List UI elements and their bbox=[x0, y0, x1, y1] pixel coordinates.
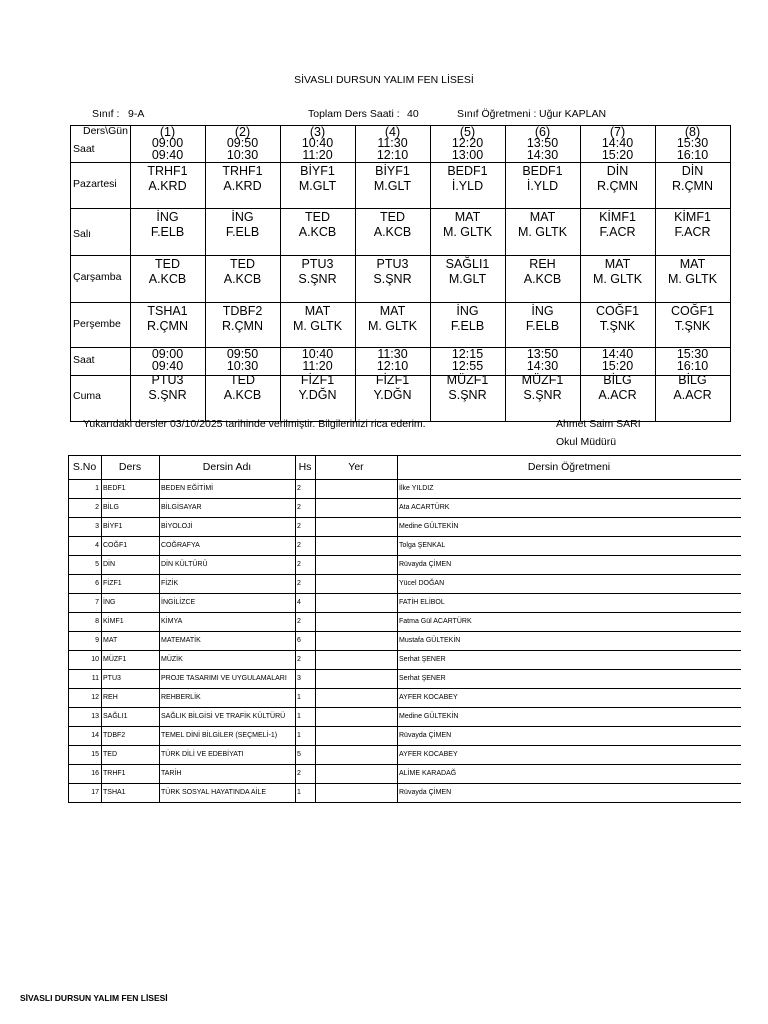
course-teacher: İlke YILDIZ bbox=[399, 485, 434, 492]
class-teacher-value: Uğur KAPLAN bbox=[539, 108, 607, 120]
friday-period-end: 12:10 bbox=[376, 359, 409, 373]
grid-line bbox=[397, 455, 398, 802]
course-no: 7 bbox=[95, 599, 99, 606]
period-start: 14:40 bbox=[601, 136, 634, 150]
course-no: 16 bbox=[91, 770, 99, 777]
lesson-teacher: M. GLTK bbox=[367, 319, 418, 333]
lesson-teacher: İ.YLD bbox=[526, 179, 559, 193]
lesson-code: DİN bbox=[606, 164, 629, 178]
course-name: TÜRK SOSYAL HAYATINDA AİLE bbox=[161, 789, 267, 796]
lesson-code: BİYF1 bbox=[375, 164, 410, 178]
course-hs: 2 bbox=[297, 485, 301, 492]
lesson-code: TED bbox=[155, 257, 180, 271]
course-yer bbox=[317, 517, 395, 536]
course-hs: 6 bbox=[297, 637, 301, 644]
course-hs: 1 bbox=[297, 789, 301, 796]
course-no: 13 bbox=[91, 713, 99, 720]
lesson-code: TRHF1 bbox=[222, 164, 263, 178]
course-code: TSHA1 bbox=[103, 789, 126, 796]
period-end: 11:20 bbox=[302, 148, 333, 162]
grid-line bbox=[101, 455, 102, 802]
lesson-code: KİMF1 bbox=[674, 210, 711, 224]
course-no: 11 bbox=[91, 675, 99, 682]
lesson-code: TED bbox=[230, 373, 255, 387]
course-code: FİZF1 bbox=[103, 580, 122, 587]
grid-line bbox=[70, 125, 71, 421]
course-teacher: Serhat ŞENER bbox=[399, 675, 446, 682]
lesson-code: TDBF2 bbox=[222, 304, 263, 318]
lesson-teacher: Y.DĞN bbox=[298, 388, 337, 402]
lesson-teacher: A.ACR bbox=[598, 388, 637, 402]
course-name: FİZİK bbox=[161, 580, 179, 587]
lesson-code: TRHF1 bbox=[147, 164, 188, 178]
lesson-teacher: M. GLTK bbox=[517, 225, 568, 239]
grid-line bbox=[70, 255, 731, 256]
lesson-code: PTU3 bbox=[376, 257, 409, 271]
lesson-code: PTU3 bbox=[151, 373, 184, 387]
lesson-code: FİZF1 bbox=[300, 373, 335, 387]
period-number: (5) bbox=[459, 125, 476, 139]
course-no: 12 bbox=[91, 694, 99, 701]
course-yer bbox=[317, 574, 395, 593]
course-code: BİLG bbox=[103, 504, 119, 511]
course-header: Hs bbox=[298, 461, 312, 473]
lesson-teacher: R.ÇMN bbox=[147, 319, 188, 333]
lesson-teacher: T.ŞNK bbox=[599, 319, 636, 333]
period-end: 14:30 bbox=[526, 148, 559, 162]
lesson-teacher: A.KCB bbox=[223, 272, 262, 286]
lesson-code: COĞF1 bbox=[670, 304, 715, 318]
principal-name: Ahmet Saim SARI bbox=[556, 418, 641, 430]
lesson-teacher: Y.DĞN bbox=[373, 388, 412, 402]
course-no: 5 bbox=[95, 561, 99, 568]
lesson-code: MAT bbox=[679, 257, 706, 271]
period-number: (3) bbox=[309, 125, 326, 139]
course-yer bbox=[317, 745, 395, 764]
course-hs: 2 bbox=[297, 656, 301, 663]
course-code: MAT bbox=[103, 637, 118, 644]
lesson-code: İNG bbox=[531, 304, 554, 318]
course-hs: 1 bbox=[297, 713, 301, 720]
lesson-code: PTU3 bbox=[301, 257, 334, 271]
lesson-teacher: S.ŞNR bbox=[298, 272, 337, 286]
course-yer bbox=[317, 479, 395, 498]
grid-line bbox=[295, 455, 296, 802]
lesson-teacher: S.ŞNR bbox=[373, 272, 412, 286]
course-hs: 3 bbox=[297, 675, 301, 682]
course-name: BİYOLOJİ bbox=[161, 523, 193, 530]
course-code: PTU3 bbox=[103, 675, 121, 682]
lesson-code: İNG bbox=[456, 304, 479, 318]
course-name: DİN KÜLTÜRÜ bbox=[161, 561, 208, 568]
lesson-code: TED bbox=[305, 210, 330, 224]
grid-line bbox=[68, 802, 741, 803]
lesson-teacher: A.KCB bbox=[148, 272, 187, 286]
grid-line bbox=[315, 455, 316, 802]
period-start: 10:40 bbox=[301, 136, 334, 150]
friday-period-end: 15:20 bbox=[601, 359, 634, 373]
lesson-teacher: R.ÇMN bbox=[672, 179, 713, 193]
period-end: 15:20 bbox=[601, 148, 634, 162]
course-name: TARİH bbox=[161, 770, 182, 777]
class-value: 9-A bbox=[128, 108, 145, 120]
period-number: (1) bbox=[159, 125, 176, 139]
course-hs: 1 bbox=[297, 732, 301, 739]
course-teacher: FATİH ELİBOL bbox=[399, 599, 445, 606]
course-hs: 2 bbox=[297, 542, 301, 549]
class-teacher-label: Sınıf Öğretmeni : bbox=[457, 108, 537, 120]
grid-line bbox=[70, 208, 731, 209]
lesson-teacher: S.ŞNR bbox=[148, 388, 187, 402]
day-label: Salı bbox=[73, 228, 92, 240]
lesson-teacher: S.ŞNR bbox=[523, 388, 562, 402]
period-start: 12:20 bbox=[451, 136, 484, 150]
lesson-code: İNG bbox=[156, 210, 179, 224]
school-title: SİVASLI DURSUN YALIM FEN LİSESİ bbox=[294, 74, 474, 86]
course-hs: 2 bbox=[297, 523, 301, 530]
lesson-code: FİZF1 bbox=[375, 373, 410, 387]
course-code: MÜZF1 bbox=[103, 656, 127, 663]
lesson-code: COĞF1 bbox=[595, 304, 640, 318]
course-name: COĞRAFYA bbox=[161, 542, 200, 549]
course-yer bbox=[317, 764, 395, 783]
friday-period-end: 14:30 bbox=[526, 359, 559, 373]
course-code: SAĞLI1 bbox=[103, 713, 128, 720]
course-yer bbox=[317, 688, 395, 707]
course-name: PROJE TASARIMI VE UYGULAMALARI bbox=[161, 675, 287, 682]
timetable-note: Yukarıdaki dersler 03/10/2025 tarihinde verilmiştir. Bilgilerinizi rica ederim. bbox=[83, 418, 426, 430]
day-label: Pazartesi bbox=[73, 178, 117, 190]
friday-period-end: 11:20 bbox=[302, 359, 333, 373]
period-number: (6) bbox=[534, 125, 551, 139]
course-yer bbox=[317, 783, 395, 802]
lesson-code: MÜZF1 bbox=[521, 373, 564, 387]
period-number: (4) bbox=[384, 125, 401, 139]
lesson-code: REH bbox=[529, 257, 556, 271]
friday-period-start: 10:40 bbox=[301, 347, 334, 361]
lesson-teacher: M. GLTK bbox=[442, 225, 493, 239]
course-no: 8 bbox=[95, 618, 99, 625]
lesson-code: BİLG bbox=[678, 373, 707, 387]
lesson-teacher: R.ÇMN bbox=[222, 319, 263, 333]
period-number: (8) bbox=[684, 125, 701, 139]
lesson-teacher: F.ELB bbox=[150, 225, 185, 239]
course-name: İNGİLİZCE bbox=[161, 599, 196, 606]
period-start: 15:30 bbox=[676, 136, 709, 150]
friday-period-start: 11:30 bbox=[377, 347, 408, 361]
lesson-code: DİN bbox=[681, 164, 704, 178]
course-header: S.No bbox=[72, 461, 97, 473]
course-no: 6 bbox=[95, 580, 99, 587]
course-hs: 2 bbox=[297, 618, 301, 625]
course-hs: 4 bbox=[297, 599, 301, 606]
period-number: (2) bbox=[234, 125, 251, 139]
course-name: BİLGİSAYAR bbox=[161, 504, 202, 511]
lesson-teacher: A.ACR bbox=[673, 388, 712, 402]
period-end: 16:10 bbox=[676, 148, 709, 162]
lesson-teacher: F.ACR bbox=[674, 225, 711, 239]
friday-period-start: 09:50 bbox=[226, 347, 259, 361]
lesson-code: MAT bbox=[304, 304, 331, 318]
grid-line bbox=[70, 162, 731, 163]
course-hs: 2 bbox=[297, 580, 301, 587]
class-label: Sınıf : bbox=[92, 108, 120, 120]
course-code: DİN bbox=[103, 561, 116, 568]
course-no: 10 bbox=[91, 656, 99, 663]
total-hours-label: Toplam Ders Saati : bbox=[308, 108, 400, 120]
course-yer bbox=[317, 593, 395, 612]
period-start: 09:00 bbox=[151, 136, 184, 150]
course-teacher: Fatma Gül ACARTÜRK bbox=[399, 618, 472, 625]
course-code: İNG bbox=[103, 599, 116, 606]
course-code: REH bbox=[103, 694, 118, 701]
weekly-timetable bbox=[70, 125, 731, 421]
course-name: BEDEN EĞİTİMİ bbox=[161, 485, 214, 492]
lesson-teacher: M.GLT bbox=[448, 272, 487, 286]
friday-period-start: 14:40 bbox=[601, 347, 634, 361]
course-yer bbox=[317, 536, 395, 555]
course-yer bbox=[317, 631, 395, 650]
lesson-code: MAT bbox=[454, 210, 481, 224]
friday-period-end: 16:10 bbox=[676, 359, 709, 373]
principal-title: Okul Müdürü bbox=[556, 436, 617, 448]
friday-period-end: 10:30 bbox=[226, 359, 259, 373]
course-yer bbox=[317, 498, 395, 517]
period-number: (7) bbox=[609, 125, 626, 139]
period-end: 13:00 bbox=[451, 148, 484, 162]
friday-saat-label: Saat bbox=[73, 354, 95, 366]
lesson-teacher: T.ŞNK bbox=[674, 319, 711, 333]
course-teacher: ALİME KARADAĞ bbox=[399, 770, 457, 777]
lesson-code: MAT bbox=[379, 304, 406, 318]
grid-line bbox=[159, 455, 160, 802]
lesson-teacher: F.ELB bbox=[225, 225, 260, 239]
saat-label: Saat bbox=[73, 143, 95, 155]
course-no: 4 bbox=[95, 542, 99, 549]
day-label: Cuma bbox=[73, 390, 102, 402]
course-teacher: AYFER KOCABEY bbox=[399, 751, 458, 758]
lesson-code: TED bbox=[380, 210, 405, 224]
day-label: Perşembe bbox=[73, 318, 121, 330]
lesson-teacher: S.ŞNR bbox=[448, 388, 487, 402]
course-yer bbox=[317, 669, 395, 688]
period-start: 13:50 bbox=[526, 136, 559, 150]
lesson-code: KİMF1 bbox=[599, 210, 636, 224]
total-hours-value: 40 bbox=[407, 108, 419, 120]
course-code: BİYF1 bbox=[103, 523, 123, 530]
course-no: 17 bbox=[91, 789, 99, 796]
course-yer bbox=[317, 726, 395, 745]
friday-period-end: 12:55 bbox=[451, 359, 484, 373]
course-teacher: Medine GÜLTEKİN bbox=[399, 713, 459, 720]
course-teacher: Ata ACARTÜRK bbox=[399, 504, 450, 511]
course-no: 2 bbox=[95, 504, 99, 511]
period-start: 11:30 bbox=[377, 136, 408, 150]
course-list-table bbox=[68, 455, 741, 802]
course-teacher: AYFER KOCABEY bbox=[399, 694, 458, 701]
lesson-teacher: F.ACR bbox=[599, 225, 636, 239]
course-name: REHBERLİK bbox=[161, 694, 201, 701]
course-name: MATEMATİK bbox=[161, 637, 201, 644]
course-code: BEDF1 bbox=[103, 485, 126, 492]
course-no: 3 bbox=[95, 523, 99, 530]
lesson-code: MÜZF1 bbox=[446, 373, 489, 387]
lesson-teacher: A.KRD bbox=[148, 179, 187, 193]
lesson-code: MAT bbox=[529, 210, 556, 224]
footer-school-title: SİVASLI DURSUN YALIM FEN LİSESİ bbox=[20, 993, 168, 1003]
course-hs: 2 bbox=[297, 561, 301, 568]
course-name: TEMEL DİNİ BİLGİLER (SEÇMELİ-1) bbox=[161, 732, 278, 739]
period-end: 09:40 bbox=[151, 148, 184, 162]
course-teacher: Serhat ŞENER bbox=[399, 656, 446, 663]
lesson-teacher: R.ÇMN bbox=[597, 179, 638, 193]
friday-period-start: 12:15 bbox=[451, 347, 484, 361]
course-code: TED bbox=[103, 751, 117, 758]
lesson-teacher: F.ELB bbox=[525, 319, 560, 333]
course-teacher: Medine GÜLTEKİN bbox=[399, 523, 459, 530]
course-teacher: Tolga ŞENKAL bbox=[399, 542, 446, 549]
lesson-teacher: A.KCB bbox=[298, 225, 337, 239]
course-teacher: Yücel DOĞAN bbox=[399, 580, 445, 587]
course-no: 15 bbox=[91, 751, 99, 758]
lesson-code: BEDF1 bbox=[447, 164, 488, 178]
friday-period-start: 15:30 bbox=[676, 347, 709, 361]
friday-period-start: 13:50 bbox=[526, 347, 559, 361]
course-no: 1 bbox=[95, 485, 99, 492]
course-code: KİMF1 bbox=[103, 618, 124, 625]
period-end: 12:10 bbox=[376, 148, 409, 162]
course-name: KİMYA bbox=[161, 618, 183, 625]
course-teacher: Rüvayda ÇİMEN bbox=[399, 732, 452, 739]
grid-line bbox=[730, 125, 731, 421]
lesson-code: SAĞLI1 bbox=[445, 257, 490, 271]
course-yer bbox=[317, 707, 395, 726]
course-teacher: Mustafa GÜLTEKİN bbox=[399, 637, 461, 644]
course-yer bbox=[317, 650, 395, 669]
corner-label: Ders\Gün bbox=[83, 125, 128, 137]
lesson-teacher: M. GLTK bbox=[292, 319, 343, 333]
course-code: TDBF2 bbox=[103, 732, 126, 739]
lesson-code: MAT bbox=[604, 257, 631, 271]
grid-line bbox=[68, 455, 69, 802]
course-code: TRHF1 bbox=[103, 770, 126, 777]
course-teacher: Rüvayda ÇİMEN bbox=[399, 561, 452, 568]
course-yer bbox=[317, 555, 395, 574]
course-header: Ders bbox=[118, 461, 142, 473]
lesson-code: İNG bbox=[231, 210, 254, 224]
course-no: 14 bbox=[91, 732, 99, 739]
lesson-code: BİLG bbox=[603, 373, 632, 387]
course-header: Dersin Öğretmeni bbox=[527, 461, 611, 473]
course-header: Yer bbox=[348, 461, 364, 473]
period-end: 10:30 bbox=[226, 148, 259, 162]
day-label: Çarşamba bbox=[73, 271, 122, 283]
lesson-teacher: İ.YLD bbox=[451, 179, 484, 193]
course-teacher: Rüvayda ÇİMEN bbox=[399, 789, 452, 796]
lesson-teacher: A.KRD bbox=[223, 179, 262, 193]
course-name: SAĞLIK BİLGİSİ VE TRAFİK KÜLTÜRÜ bbox=[161, 713, 286, 720]
course-name: MÜZİK bbox=[161, 656, 183, 663]
lesson-teacher: M.GLT bbox=[373, 179, 412, 193]
lesson-teacher: F.ELB bbox=[450, 319, 485, 333]
course-hs: 2 bbox=[297, 504, 301, 511]
lesson-teacher: A.KCB bbox=[373, 225, 412, 239]
lesson-code: BİYF1 bbox=[300, 164, 335, 178]
period-start: 09:50 bbox=[226, 136, 259, 150]
course-no: 9 bbox=[95, 637, 99, 644]
friday-period-start: 09:00 bbox=[151, 347, 184, 361]
grid-line bbox=[70, 302, 731, 303]
lesson-teacher: A.KCB bbox=[523, 272, 562, 286]
lesson-teacher: M. GLTK bbox=[592, 272, 643, 286]
lesson-teacher: M.GLT bbox=[298, 179, 337, 193]
course-name: TÜRK DİLİ VE EDEBİYATI bbox=[161, 751, 244, 758]
lesson-code: TED bbox=[230, 257, 255, 271]
course-code: COĞF1 bbox=[103, 542, 128, 549]
lesson-code: BEDF1 bbox=[522, 164, 563, 178]
course-hs: 2 bbox=[297, 770, 301, 777]
course-hs: 5 bbox=[297, 751, 301, 758]
course-hs: 1 bbox=[297, 694, 301, 701]
lesson-teacher: A.KCB bbox=[223, 388, 262, 402]
friday-period-end: 09:40 bbox=[151, 359, 184, 373]
lesson-teacher: M. GLTK bbox=[667, 272, 718, 286]
course-yer bbox=[317, 612, 395, 631]
course-header: Dersin Adı bbox=[202, 461, 252, 473]
lesson-code: TSHA1 bbox=[147, 304, 188, 318]
